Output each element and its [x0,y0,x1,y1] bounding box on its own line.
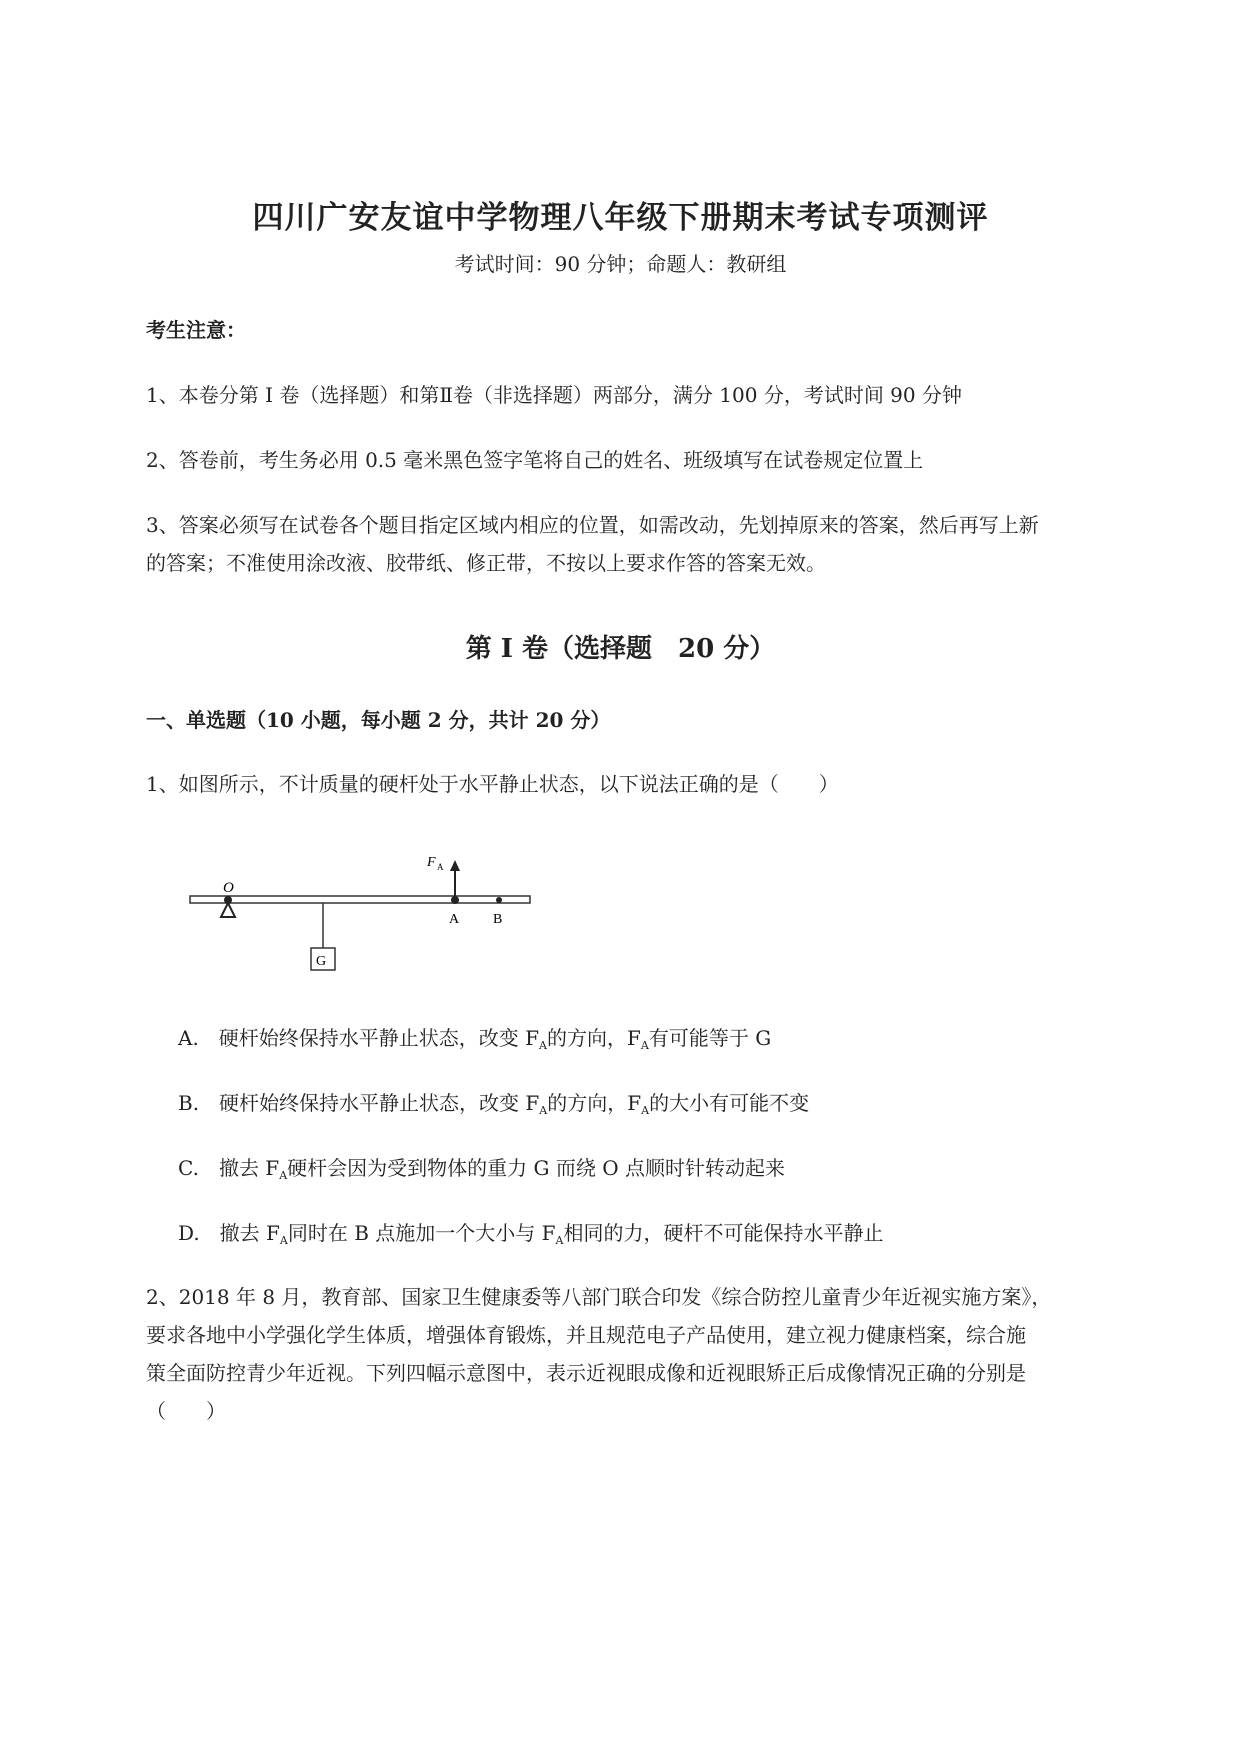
option-a-text-1: A. 硬杆始终保持水平静止状态，改变 F [178,1026,540,1050]
option-c-text-1: C. 撤去 F [178,1156,280,1180]
option-d[interactable] [178,1217,883,1247]
question-2-line-3: 策全面防控青少年近视。下列四幅示意图中，表示近视眼成像和近视眼矫正后成像情况正确的分别是 [146,1361,1026,1385]
part-title: 一、单选题（10 小题，每小题 2 分，共计 20 分） [146,708,611,732]
label-f-sub: A [437,862,444,872]
page-title: 四川广安友谊中学物理八年级下册期末考试专项测评 [252,200,989,236]
subscript: A [641,1104,650,1117]
option-a-text-3: 有可能等于 G [648,1026,772,1050]
subscript: A [555,1234,564,1247]
lever-rod [190,896,530,903]
label-g: G [316,954,327,969]
lever-figure [185,845,545,975]
notice-item-3: 3、答案必须写在试卷各个题目指定区域内相应的位置，如需改动，先划掉原来的答案，然后再写上新 [146,513,1039,537]
label-f: F [427,855,436,870]
option-b-text-1: B. 硬杆始终保持水平静止状态，改变 F [178,1091,540,1115]
subscript: A [539,1039,547,1052]
option-b[interactable] [178,1087,809,1117]
notice-item-2: 2、答卷前，考生务必用 0.5 毫米黑色签字笔将自己的姓名、班级填写在试卷规定位置上 [146,448,924,472]
notice-item-3-cont: 的答案；不准使用涂改液、胶带纸、修正带，不按以上要求作答的答案无效。 [146,551,826,575]
notice-item-1: 1、本卷分第 I 卷（选择题）和第Ⅱ卷（非选择题）两部分，满分 100 分，考试时间 90 分钟 [146,383,962,407]
option-d-text-3: 相同的力，硬杆不可能保持水平静止 [563,1221,884,1245]
question-2-line-4: （ ） [146,1399,226,1423]
option-b-text-2: 的方向，F [547,1091,642,1115]
section-title: 第 I 卷（选择题 20 分） [465,634,776,664]
question-2-line-1: 2、2018 年 8 月，教育部、国家卫生健康委等八部门联合印发《综合防控儿童青少年近视实施方案》， [146,1285,1052,1309]
option-a-text-2: 的方向，F [547,1026,641,1050]
option-c-text-2: 硬杆会因为受到物体的重力 G 而绕 O 点顺时针转动起来 [287,1156,785,1180]
label-o: O [223,880,234,896]
option-a[interactable] [178,1022,771,1052]
subscript: A [640,1039,649,1052]
question-2-line-2: 要求各地中小学强化学生体质，增强体育锻炼，并且规范电子产品使用，建立视力健康档案，综合施 [146,1323,1026,1347]
subscript: A [539,1104,548,1117]
question-1-stem: 1、如图所示，不计质量的硬杆处于水平静止状态，以下说法正确的是（ ） [146,772,839,796]
fulcrum-icon [221,903,235,917]
option-d-text-2: 同时在 B 点施加一个大小与 F [287,1221,556,1245]
exam-info: 考试时间：90 分钟；命题人：教研组 [454,252,787,276]
option-c[interactable] [178,1152,785,1182]
point-b [496,897,502,903]
option-b-text-3: 的大小有可能不变 [649,1091,810,1115]
option-d-text-1: D. 撤去 F [178,1221,280,1245]
label-a: A [449,912,460,927]
subscript: A [279,1234,288,1247]
force-arrow-icon [450,860,460,871]
subscript: A [279,1169,288,1182]
notice-heading: 考生注意： [146,318,246,342]
label-b: B [493,912,503,927]
